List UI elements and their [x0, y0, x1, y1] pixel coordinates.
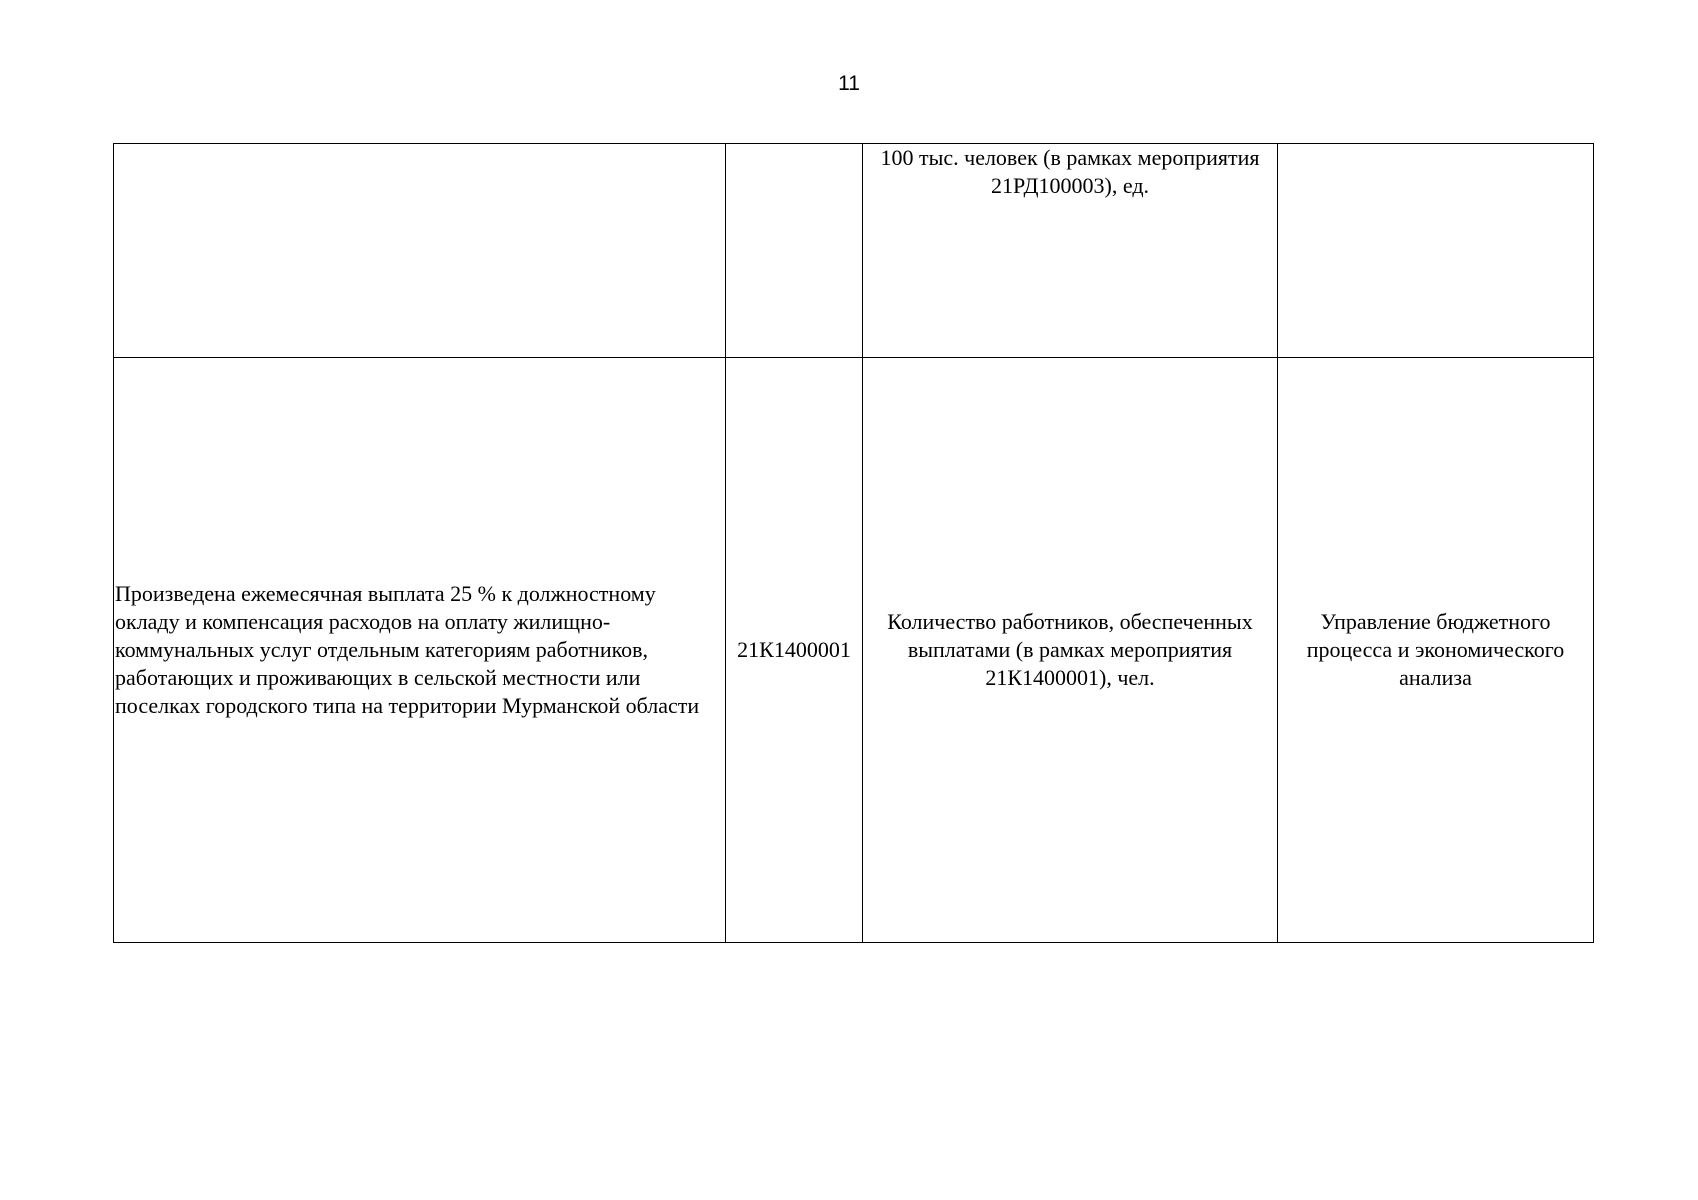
- responsible-cell: Управление бюджетного процесса и экономического анализа: [1278, 358, 1594, 943]
- responsible-cell: [1278, 144, 1594, 358]
- indicator-cell: 100 тыс. человек (в рамках мероприятия 21РД100003), ед.: [863, 144, 1278, 358]
- measure-code-cell: [726, 144, 863, 358]
- measure-description-cell: [114, 144, 726, 358]
- table-row: [114, 358, 1594, 943]
- measure-description-cell: Произведена ежемесячная выплата 25 % к должностному окладу и компенсация расходов на оплату жилищно-коммунальных услуг отдельным категориям работников, работающих и проживающих в сельской местности или поселках городского типа на территории Мурманской области: [114, 358, 726, 943]
- page-number: 11: [838, 72, 860, 95]
- indicator-cell: Количество работников, обеспеченных выплатами (в рамках мероприятия 21К1400001), чел.: [863, 358, 1278, 943]
- table-row: [114, 144, 1594, 358]
- measure-code-cell: 21К1400001: [726, 358, 863, 943]
- measures-table: [113, 143, 1594, 943]
